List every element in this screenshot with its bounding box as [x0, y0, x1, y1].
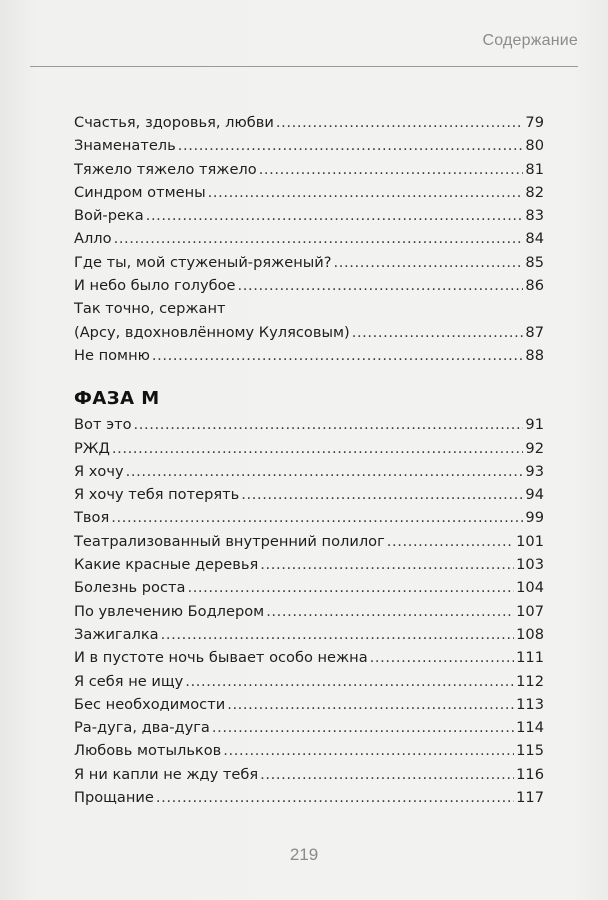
toc-entry-title: Твоя [74, 509, 110, 527]
toc-leader-dots [152, 344, 524, 367]
toc-leader-dots [238, 274, 524, 297]
toc-entry [74, 274, 544, 297]
toc-part2-list [74, 413, 544, 809]
toc-entry-title: Прощание [74, 789, 154, 807]
toc-entry-title: Синдром отмены [74, 183, 206, 201]
toc-entry-page: 83 [525, 207, 544, 225]
toc-entry-page: 113 [516, 695, 544, 713]
toc-entry-title: Вот это [74, 416, 132, 434]
page-number: 219 [289, 845, 319, 864]
toc-entry-page: 79 [525, 114, 544, 131]
toc-entry [74, 600, 544, 623]
toc-entry-page: 112 [516, 672, 544, 690]
table-of-contents [74, 111, 544, 809]
toc-entry-page: 101 [516, 532, 544, 550]
toc-entry [74, 506, 544, 529]
toc-entry-title: Я ни капли не жду тебя [74, 765, 259, 783]
toc-entry [74, 763, 544, 786]
toc-entry-title: Зажигалка [74, 625, 159, 643]
toc-leader-dots [387, 530, 514, 553]
toc-entry-page: 93 [525, 462, 544, 480]
toc-entry-title: Бес необходимости [74, 695, 226, 713]
toc-leader-dots [161, 623, 515, 646]
toc-entry [74, 134, 544, 157]
toc-leader-dots [334, 251, 524, 274]
toc-entry-title: Где ты, мой стуженый-ряженый? [74, 253, 332, 271]
toc-entry-title: Вой-река [74, 207, 144, 225]
toc-entry-page: 111 [516, 649, 544, 667]
toc-entry [74, 437, 544, 460]
toc-entry [74, 251, 544, 274]
toc-entry-page: 116 [516, 765, 544, 783]
toc-leader-dots [112, 437, 524, 460]
toc-entry [74, 204, 544, 227]
toc-entry-title: По увлечению Бодлером [74, 602, 265, 620]
toc-entry [74, 483, 544, 506]
toc-leader-dots [241, 483, 523, 506]
toc-entry-page: 99 [525, 509, 544, 527]
toc-entry-page: 92 [525, 439, 544, 457]
toc-entry [74, 158, 544, 181]
toc-entry-title: Я себя не ищу [74, 672, 184, 690]
toc-entry-page: 86 [525, 277, 544, 295]
toc-entry-title: Счастья, здоровья, любви [74, 114, 274, 131]
toc-entry [74, 460, 544, 483]
toc-entry-title: Театрализованный внутренний полилог [74, 532, 385, 550]
toc-entry [74, 786, 544, 809]
toc-leader-dots [156, 786, 514, 809]
toc-leader-dots [352, 321, 524, 344]
toc-entry [74, 553, 544, 576]
toc-entry-title: Алло [74, 230, 112, 248]
running-head: Содержание [482, 32, 578, 49]
toc-leader-dots [208, 181, 524, 204]
toc-leader-dots [227, 693, 514, 716]
toc-entry-page: 104 [516, 579, 544, 597]
toc-entry [74, 181, 544, 204]
toc-entry-title: Я хочу [74, 462, 124, 480]
toc-leader-dots [114, 227, 524, 250]
toc-leader-dots [111, 506, 523, 529]
toc-entry-page: 114 [516, 719, 544, 737]
toc-entry [74, 693, 544, 716]
toc-entry-title: Любовь мотыльков [74, 742, 222, 760]
toc-leader-dots [260, 763, 514, 786]
toc-entry-page: 91 [525, 416, 544, 434]
toc-entry-page: 82 [525, 183, 544, 201]
toc-entry [74, 576, 544, 599]
toc-leader-dots [276, 111, 524, 134]
toc-entry-title: Ра-дуга, два-дуга [74, 719, 210, 737]
toc-entry-page: 108 [516, 625, 544, 643]
toc-leader-dots [146, 204, 524, 227]
toc-entry-title-line2: (Арсу, вдохновлённому Кулясовым) [74, 323, 350, 341]
toc-entry [74, 530, 544, 553]
toc-leader-dots [134, 413, 524, 436]
toc-leader-dots [185, 670, 514, 693]
toc-leader-dots [212, 716, 514, 739]
toc-entry-title: И в пустоте ночь бывает особо нежна [74, 649, 368, 667]
toc-entry-title: И небо было голубое [74, 277, 236, 295]
toc-entry-page: 87 [525, 323, 544, 341]
toc-entry [74, 297, 544, 344]
toc-leader-dots [259, 158, 524, 181]
toc-entry-page: 117 [516, 789, 544, 807]
toc-entry [74, 716, 544, 739]
toc-entry-title-line1: Так точно, сержант [74, 300, 226, 318]
toc-entry-page: 85 [525, 253, 544, 271]
toc-entry [74, 739, 544, 762]
toc-leader-dots [126, 460, 524, 483]
toc-entry [74, 670, 544, 693]
toc-entry-title: Я хочу тебя потерять [74, 486, 240, 504]
toc-entry-page: 94 [525, 486, 544, 504]
toc-leader-dots [370, 646, 514, 669]
toc-entry-title: Знаменатель [74, 137, 176, 155]
toc-entry-page: 115 [516, 742, 544, 760]
toc-entry-title: РЖД [74, 439, 110, 457]
toc-entry-title: Болезнь роста [74, 579, 186, 597]
toc-leader-dots [187, 576, 514, 599]
toc-entry [74, 344, 544, 367]
toc-entry [74, 227, 544, 250]
toc-entry [74, 413, 544, 436]
toc-entry [74, 111, 544, 134]
toc-entry-page: 88 [525, 346, 544, 364]
toc-leader-dots [266, 600, 514, 623]
toc-part1-list [74, 111, 544, 297]
toc-entry-title: Не помню [74, 346, 150, 364]
section-heading: ФАЗА М [74, 388, 160, 410]
toc-entry-page: 81 [525, 160, 544, 178]
toc-entry-page: 103 [516, 556, 544, 574]
toc-entry-title: Тяжело тяжело тяжело [74, 160, 257, 178]
toc-leader-dots [260, 553, 514, 576]
toc-leader-dots [178, 134, 524, 157]
toc-entry-page: 80 [525, 137, 544, 155]
toc-entry-title: Какие красные деревья [74, 556, 259, 574]
toc-leader-dots [223, 739, 514, 762]
toc-entry-page: 84 [525, 230, 544, 248]
header-rule [30, 66, 578, 67]
toc-entry-page: 107 [516, 602, 544, 620]
toc-entry [74, 623, 544, 646]
toc-entry [74, 646, 544, 669]
